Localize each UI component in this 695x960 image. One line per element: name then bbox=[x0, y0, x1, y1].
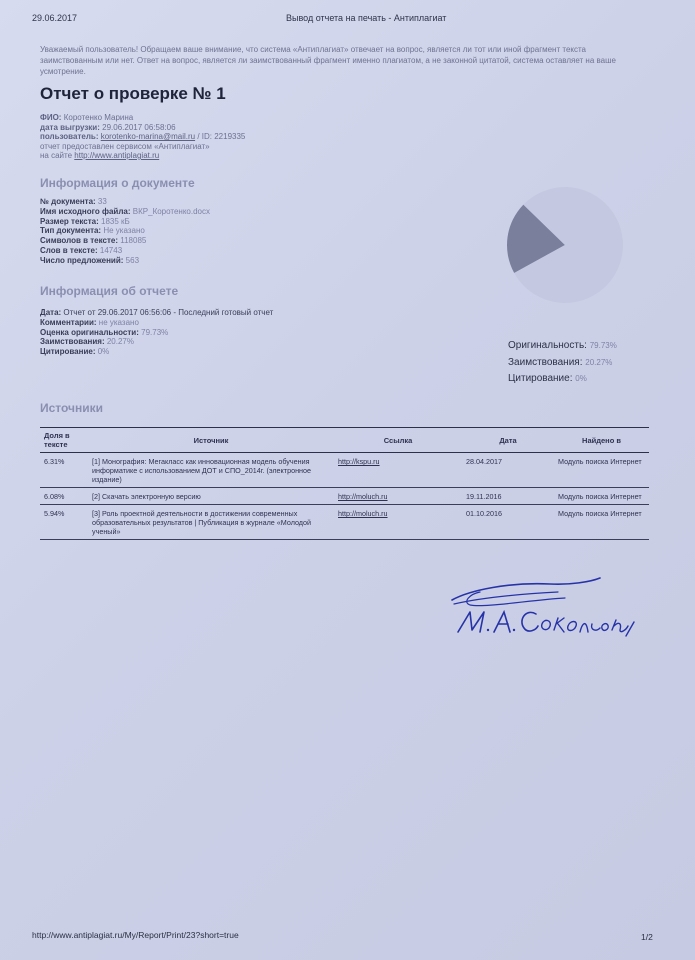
col-share: Доля в тексте bbox=[40, 428, 88, 453]
cell-share: 6.08% bbox=[40, 488, 88, 505]
sources-table bbox=[40, 427, 649, 540]
table-row bbox=[40, 505, 649, 540]
originality-pie-chart bbox=[500, 180, 630, 310]
fio-label: ФИО: bbox=[40, 113, 62, 122]
row-label: Цитирование: bbox=[40, 347, 96, 357]
report-title: Отчет о проверке № 1 bbox=[40, 84, 226, 103]
page-number: 1/2 bbox=[641, 932, 653, 942]
cell-source: [1] Монография: Мегакласс как инновационная модель обучения информатике с использованием ДОТ и СПО_2014г. (электронное издание) bbox=[88, 453, 334, 488]
cell-date: 01.10.2016 bbox=[462, 505, 554, 540]
row-value: 14743 bbox=[99, 245, 123, 255]
row-value: не указано bbox=[98, 317, 139, 327]
row-label: Тип документа: bbox=[40, 226, 102, 236]
row-value: 1835 кБ bbox=[101, 216, 130, 226]
legend-value: 0% bbox=[575, 374, 587, 383]
doc-info-heading: Информация о документе bbox=[40, 176, 195, 190]
cell-found-in: Модуль поиска Интернет bbox=[554, 505, 649, 540]
row-value: 79.73% bbox=[141, 327, 169, 337]
fio-value: Коротенко Марина bbox=[63, 113, 134, 122]
doc-info-row bbox=[40, 197, 340, 207]
source-link[interactable]: http://moluch.ru bbox=[334, 488, 462, 505]
doc-info-row bbox=[40, 236, 340, 246]
sources-heading: Источники bbox=[40, 401, 104, 415]
user-label: пользователь: bbox=[40, 132, 99, 141]
provider-line: отчет предоставлен сервисом «Антиплагиат» bbox=[40, 141, 210, 151]
row-value: 0% bbox=[97, 347, 110, 357]
print-date: 29.06.2017 bbox=[32, 13, 78, 23]
cell-source: [3] Роль проектной деятельности в достижении современных образовательных результатов | Публикация в журнале «Молодой ученый» bbox=[88, 505, 334, 540]
row-label: Символов в тексте: bbox=[40, 236, 119, 246]
user-email-link[interactable]: korotenko-marina@mail.ru bbox=[100, 132, 196, 141]
doc-info-row bbox=[40, 246, 340, 256]
row-value: 20.27% bbox=[106, 337, 134, 347]
col-date: Дата bbox=[462, 428, 554, 453]
legend-borrowings bbox=[508, 355, 668, 372]
footer-url: http://www.antiplagiat.ru/My/Report/Print/23?short=true bbox=[32, 930, 239, 940]
report-info-row bbox=[40, 347, 370, 357]
cell-share: 6.31% bbox=[40, 453, 88, 488]
site-prefix: на сайте bbox=[40, 151, 73, 160]
report-info-row bbox=[40, 308, 370, 318]
col-link: Ссылка bbox=[334, 428, 462, 453]
row-label: Комментарии: bbox=[40, 317, 97, 327]
cell-found-in: Модуль поиска Интернет bbox=[554, 453, 649, 488]
source-link[interactable]: http://moluch.ru bbox=[334, 505, 462, 540]
legend-value: 79.73% bbox=[589, 341, 617, 350]
window-title: Вывод отчета на печать - Антиплагиат bbox=[286, 13, 447, 23]
doc-info-row bbox=[40, 256, 340, 266]
legend-citation bbox=[508, 371, 668, 388]
report-info-heading: Информация об отчете bbox=[40, 284, 179, 298]
cell-share: 5.94% bbox=[40, 505, 88, 540]
row-value: 118085 bbox=[120, 236, 147, 246]
export-date-value: 29.06.2017 06:58:06 bbox=[102, 122, 176, 132]
col-source: Источник bbox=[88, 428, 334, 453]
cell-date: 19.11.2016 bbox=[462, 488, 554, 505]
table-row bbox=[40, 453, 649, 488]
report-info-row bbox=[40, 318, 370, 328]
report-meta bbox=[40, 113, 340, 161]
row-value: 33 bbox=[97, 197, 107, 206]
legend-label: Цитирование: bbox=[508, 373, 573, 384]
row-label: Дата: bbox=[40, 308, 62, 317]
row-label: Имя исходного файла: bbox=[40, 206, 131, 216]
doc-info-row bbox=[40, 217, 340, 227]
table-row bbox=[40, 488, 649, 505]
legend-label: Заимствования: bbox=[508, 356, 583, 368]
source-link[interactable]: http://kspu.ru bbox=[334, 453, 462, 488]
row-label: Слов в тексте: bbox=[40, 245, 98, 255]
cell-source: [2] Скачать электронную версию bbox=[88, 488, 334, 505]
notice-text: Уважаемый пользователь! Обращаем ваше внимание, что система «Антиплагиат» отвечает на вопрос, является ли тот или иной фрагмент текста заимствованным или нет. Ответ на вопрос, является ли заимствованный фрагмент именно плагиатом, а не законной цитатой, система оставляет на ваше усмотрение. bbox=[40, 45, 616, 76]
row-label: Число предложений: bbox=[40, 255, 124, 265]
report-info-list bbox=[40, 308, 370, 357]
row-label: Размер текста: bbox=[40, 216, 99, 226]
doc-info-row bbox=[40, 207, 340, 217]
cell-date: 28.04.2017 bbox=[462, 453, 554, 488]
sources-header-row bbox=[40, 428, 649, 453]
col-found-in: Найдено в bbox=[554, 428, 649, 453]
handwritten-signature bbox=[440, 572, 645, 644]
user-id: / ID: 2219335 bbox=[197, 132, 246, 141]
row-value: Отчет от 29.06.2017 06:56:06 - Последний готовый отчет bbox=[63, 308, 274, 317]
row-value: Не указано bbox=[103, 226, 145, 236]
doc-info-row bbox=[40, 226, 340, 236]
site-link[interactable]: http://www.antiplagiat.ru bbox=[74, 151, 160, 160]
row-label: № документа: bbox=[40, 197, 96, 206]
report-info-row bbox=[40, 337, 370, 347]
legend-value: 20.27% bbox=[585, 357, 613, 367]
doc-info-list bbox=[40, 197, 340, 266]
report-info-row bbox=[40, 328, 370, 338]
legend-originality bbox=[508, 338, 668, 355]
cell-found-in: Модуль поиска Интернет bbox=[554, 488, 649, 505]
row-value: 563 bbox=[125, 255, 140, 265]
legend-label: Оригинальность: bbox=[508, 340, 587, 351]
row-label: Заимствования: bbox=[40, 337, 105, 347]
row-value: ВКР_Коротенко.docx bbox=[132, 206, 210, 216]
chart-legend bbox=[508, 338, 668, 388]
export-date-label: дата выгрузки: bbox=[40, 122, 100, 132]
row-label: Оценка оригинальности: bbox=[40, 327, 139, 337]
